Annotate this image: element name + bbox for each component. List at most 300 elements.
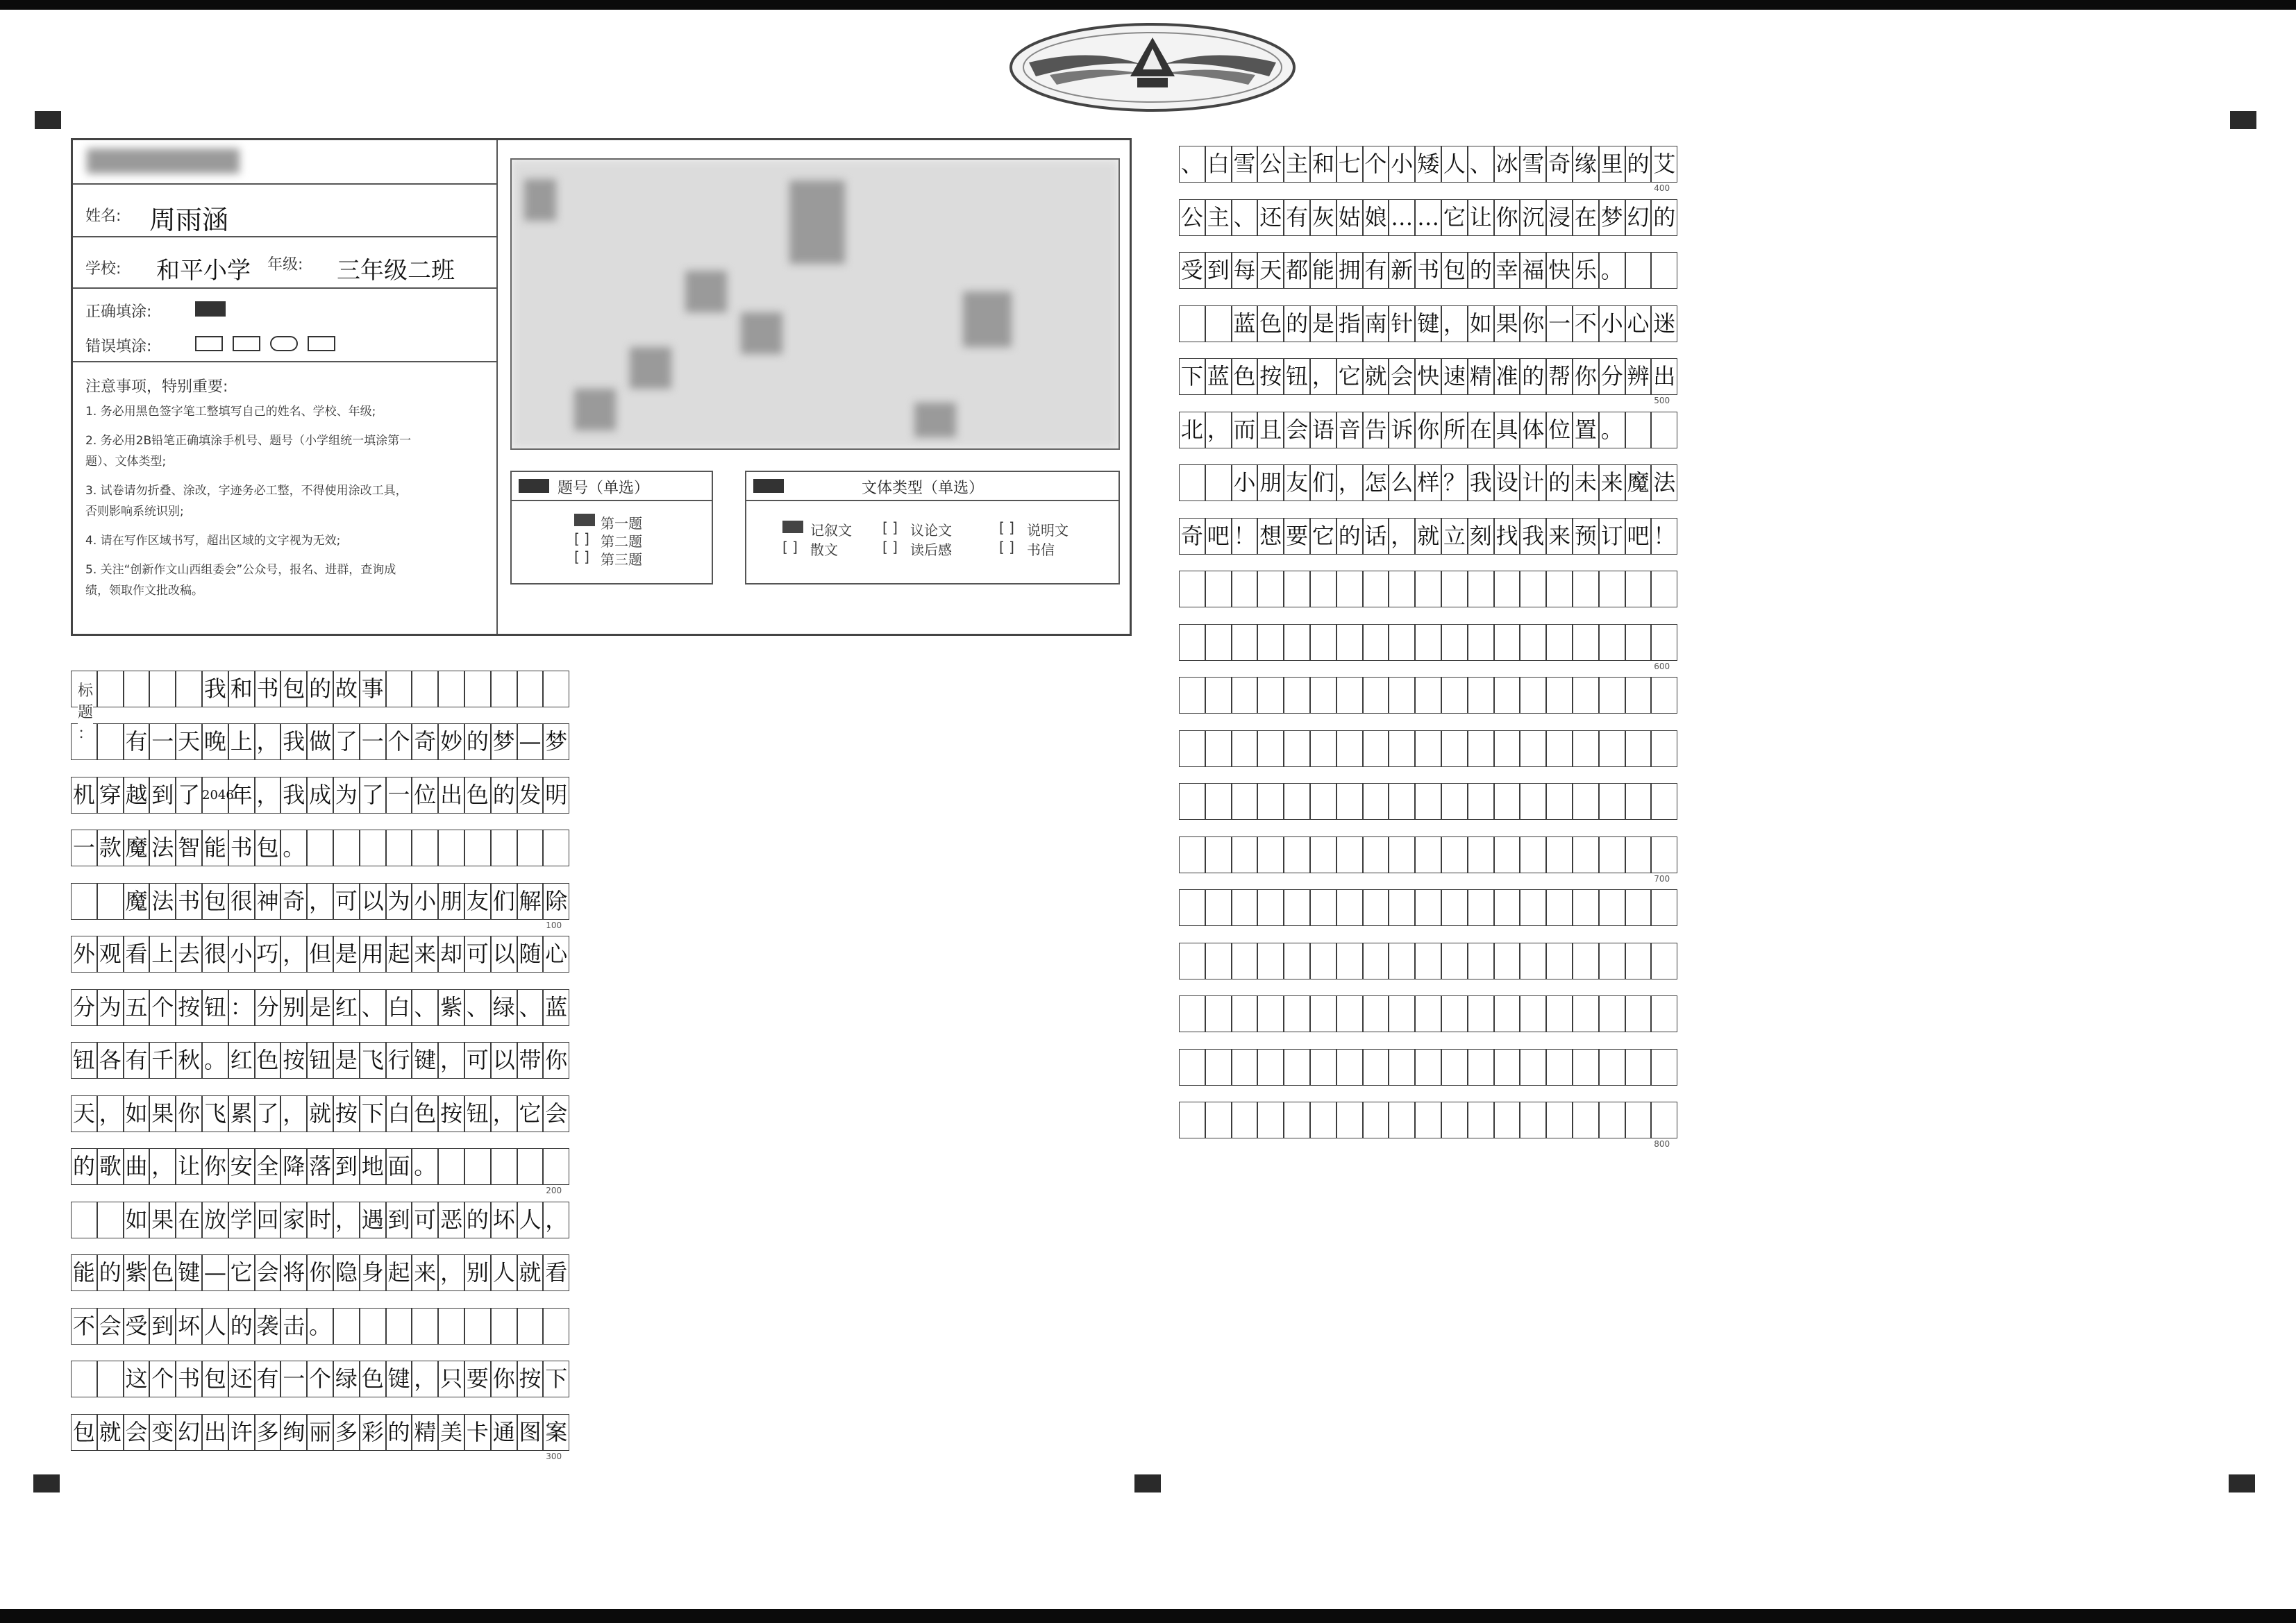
essay-character: 、 <box>1233 203 1256 230</box>
essay-character: 天 <box>1259 257 1282 283</box>
essay-character: 的 <box>72 1153 95 1179</box>
grid-cell <box>1494 889 1520 926</box>
essay-character: 白 <box>387 1100 410 1127</box>
essay-character: 友 <box>1286 469 1309 496</box>
essay-character <box>71 883 97 920</box>
essay-character: 、 <box>466 993 489 1020</box>
grid-cell <box>464 830 491 866</box>
note-line: 5. 关注“创新作文山西组委会”公众号，报名、进群，查询成 <box>85 563 396 577</box>
grid-cell <box>1415 1049 1441 1086</box>
essay-title-character: 和 <box>230 675 253 702</box>
essay-character: 、 <box>519 993 542 1020</box>
essay-character: ， <box>545 1206 568 1233</box>
grid-cell <box>386 671 412 707</box>
essay-character: 精 <box>414 1418 437 1445</box>
essay-character: 包 <box>203 887 226 914</box>
essay-character: 能 <box>203 834 226 861</box>
essay-character: 幻 <box>1627 203 1650 230</box>
essay-character: 奇 <box>283 887 305 914</box>
essay-character: 随 <box>519 941 542 967</box>
grid-cell <box>1546 571 1573 607</box>
correct-fill-example <box>195 301 226 317</box>
essay-character: 降 <box>283 1153 305 1179</box>
grid-cell <box>1363 836 1389 873</box>
genre-option-2-bubble[interactable]: [ ] <box>882 519 898 536</box>
essay-character: 还 <box>1259 203 1282 230</box>
grid-cell <box>1336 889 1363 926</box>
essay-character: 多 <box>335 1418 358 1445</box>
essay-character: 色 <box>361 1365 384 1392</box>
grid-cell <box>1441 995 1468 1032</box>
essay-character: 要 <box>1286 522 1309 549</box>
grid-cell <box>1520 783 1546 820</box>
grid-cell <box>1415 624 1441 661</box>
grid-cell <box>1573 677 1599 714</box>
row-divider-1 <box>73 183 496 185</box>
grid-cell <box>1625 943 1652 979</box>
essay-character: ， <box>256 781 279 808</box>
grid-cell <box>1599 730 1625 767</box>
essay-character: 色 <box>1259 310 1282 337</box>
essay-character: — <box>203 1259 226 1286</box>
essay-character: 智 <box>178 834 201 861</box>
question-box-header-icon <box>519 479 549 493</box>
grid-cell <box>438 671 464 707</box>
grid-cell <box>1363 730 1389 767</box>
grid-cell <box>1651 677 1677 714</box>
essay-character: 机 <box>72 781 95 808</box>
grid-cell <box>543 1148 569 1185</box>
grid-cell <box>1232 1049 1258 1086</box>
essay-character: 心 <box>1627 310 1650 337</box>
essay-character: 北 <box>1180 416 1203 443</box>
essay-character: 包 <box>1443 257 1466 283</box>
grid-cell <box>1205 836 1232 873</box>
essay-title-character: 我 <box>203 675 226 702</box>
grid-cell <box>1625 889 1652 926</box>
essay-character: 为 <box>335 781 358 808</box>
grid-cell <box>412 671 438 707</box>
essay-character: 一 <box>72 834 95 861</box>
grid-cell <box>1363 889 1389 926</box>
essay-character: 灰 <box>1312 203 1334 230</box>
essay-character: 准 <box>1495 363 1518 389</box>
essay-character: 书 <box>178 1365 201 1392</box>
grid-cell <box>1336 836 1363 873</box>
essay-character: 你 <box>1522 310 1545 337</box>
essay-character: 别 <box>283 993 305 1020</box>
essay-character: 。 <box>283 834 305 861</box>
essay-character: — <box>519 728 542 755</box>
essay-character: 击 <box>283 1312 305 1339</box>
essay-character: 绿 <box>492 993 515 1020</box>
essay-character: 很 <box>230 887 253 914</box>
essay-character: 一 <box>387 781 410 808</box>
question-option-2: 第二题 <box>601 533 642 550</box>
essay-character: 果 <box>1495 310 1518 337</box>
note-line: 2. 务必用2B铅笔正确填涂手机号、题号（小学组统一填涂第一 <box>85 434 412 448</box>
essay-character: ， <box>335 1206 358 1233</box>
scan-edge-bottom <box>0 1609 2296 1623</box>
essay-character: 订 <box>1600 522 1623 549</box>
essay-character: 来 <box>414 1259 437 1286</box>
grid-cell <box>1441 889 1468 926</box>
essay-character: 心 <box>545 941 568 967</box>
essay-character: 的 <box>1469 257 1492 283</box>
grid-cell <box>1284 889 1310 926</box>
essay-character: 且 <box>1259 416 1282 443</box>
grid-cell <box>1363 995 1389 1032</box>
essay-title-label: 标 题 ： <box>78 679 93 743</box>
essay-character: 放 <box>203 1206 226 1233</box>
essay-character: 辨 <box>1627 363 1650 389</box>
essay-character: 坏 <box>178 1312 201 1339</box>
grid-cell <box>1599 943 1625 979</box>
essay-character: ！ <box>1233 522 1256 549</box>
essay-character: 的 <box>1653 203 1676 230</box>
essay-character: 、 <box>1469 151 1492 177</box>
essay-character: 来 <box>414 941 437 967</box>
grid-cell <box>491 1308 517 1345</box>
essay-character: 红 <box>230 1047 253 1073</box>
grid-cell <box>1599 1049 1625 1086</box>
essay-character: 款 <box>99 834 121 861</box>
essay-character: 2046 <box>202 787 234 802</box>
essay-character: 。 <box>203 1047 226 1073</box>
essay-character: 魔 <box>1627 469 1650 496</box>
grid-cell <box>1205 1102 1232 1138</box>
essay-character: 天 <box>178 728 201 755</box>
wrong-fill-check-icon <box>195 336 223 351</box>
grid-cell <box>386 1308 412 1345</box>
wrong-fill-oval-icon <box>270 336 298 351</box>
essay-character: 色 <box>1233 363 1256 389</box>
essay-character: 。 <box>414 1153 437 1179</box>
genre-option-4-bubble[interactable]: [ ] <box>782 539 798 555</box>
essay-character: 如 <box>125 1100 148 1127</box>
essay-character: 到 <box>335 1153 358 1179</box>
grid-cell <box>1363 677 1389 714</box>
grid-cell <box>1389 1102 1415 1138</box>
grid-cell <box>176 671 202 707</box>
organizer-logo-emblem <box>1008 21 1297 114</box>
essay-title-character: 书 <box>256 675 279 702</box>
essay-character: 置 <box>1574 416 1597 443</box>
essay-character: 新 <box>1391 257 1414 283</box>
grid-cell <box>1310 943 1336 979</box>
essay-character: 还 <box>230 1365 253 1392</box>
essay-character: 可 <box>335 887 358 914</box>
essay-character: 。 <box>1600 257 1623 283</box>
genre-option-6: 书信 <box>1027 541 1055 558</box>
essay-character: 飞 <box>361 1047 384 1073</box>
essay-character: 果 <box>151 1206 174 1233</box>
essay-character: 到 <box>1207 257 1230 283</box>
essay-character: 的 <box>492 781 515 808</box>
essay-character: 天 <box>72 1100 95 1127</box>
essay-character: 观 <box>99 941 121 967</box>
essay-character: 小 <box>1233 469 1256 496</box>
grid-cell <box>1284 571 1310 607</box>
note-line: 否则影响系统识别; <box>85 505 184 519</box>
essay-character: ， <box>256 728 279 755</box>
essay-character: 在 <box>1574 203 1597 230</box>
essay-character: 。 <box>1600 416 1623 443</box>
grid-cell <box>1520 836 1546 873</box>
grid-cell <box>1179 995 1205 1032</box>
genre-option-3: 说明文 <box>1027 522 1069 539</box>
essay-character: 的 <box>466 1206 489 1233</box>
wrong-fill-cross-icon <box>233 336 260 351</box>
grid-cell <box>1336 624 1363 661</box>
grid-cell <box>124 671 150 707</box>
word-count-marker: 500 <box>1654 396 1670 405</box>
essay-character: 会 <box>125 1418 148 1445</box>
grid-cell <box>1389 677 1415 714</box>
grid-cell <box>1573 995 1599 1032</box>
school-label: 学校: <box>85 260 121 278</box>
registration-mark-top-left <box>35 111 61 129</box>
grid-cell <box>1520 677 1546 714</box>
grid-cell <box>1441 1102 1468 1138</box>
essay-character: 主 <box>1207 203 1230 230</box>
grid-cell <box>1573 836 1599 873</box>
note-line: 4. 请在写作区域书写，超出区域的文字视为无效; <box>85 534 341 548</box>
essay-character: 会 <box>1391 363 1414 389</box>
essay-character: ， <box>151 1153 174 1179</box>
essay-character: 人 <box>519 1206 542 1233</box>
grid-cell <box>464 1148 491 1185</box>
grid-cell <box>464 671 491 707</box>
essay-title-character: 包 <box>283 675 305 702</box>
essay-character: 键 <box>387 1365 410 1392</box>
grid-cell <box>1546 624 1573 661</box>
grid-cell <box>1336 783 1363 820</box>
grid-cell <box>1441 943 1468 979</box>
essay-character: 一 <box>1548 310 1571 337</box>
essay-character: 可 <box>466 941 489 967</box>
grid-cell <box>1205 677 1232 714</box>
question-option-2-bubble[interactable]: [ ] <box>574 530 589 547</box>
grid-cell <box>1441 571 1468 607</box>
essay-character <box>1205 305 1232 342</box>
registration-mark-bottom-center <box>1134 1474 1161 1492</box>
grid-cell <box>307 830 333 866</box>
essay-character: 是 <box>335 1047 358 1073</box>
essay-character: 七 <box>1338 151 1361 177</box>
essay-character <box>1179 464 1205 501</box>
grid-cell <box>1389 783 1415 820</box>
essay-character: 是 <box>309 993 332 1020</box>
genre-type-box <box>745 471 1120 585</box>
grid-cell <box>1310 730 1336 767</box>
grid-cell <box>1257 677 1284 714</box>
essay-grid-right <box>1179 146 1677 1155</box>
essay-character: 体 <box>1522 416 1545 443</box>
essay-character: 到 <box>151 781 174 808</box>
essay-character: 浸 <box>1548 203 1571 230</box>
scan-edge-top <box>0 0 2296 10</box>
wrong-fill-line-icon <box>308 336 335 351</box>
grid-cell <box>1336 943 1363 979</box>
essay-character: 来 <box>1548 522 1571 549</box>
essay-character: 有 <box>125 1047 148 1073</box>
essay-character: 帮 <box>1548 363 1571 389</box>
essay-character: 千 <box>151 1047 174 1073</box>
grid-cell <box>1179 1102 1205 1138</box>
essay-title-character: 故 <box>335 675 358 702</box>
essay-character: 绚 <box>283 1418 305 1445</box>
essay-character: 梦 <box>545 728 568 755</box>
essay-character: 下 <box>1180 363 1203 389</box>
genre-option-4: 散文 <box>810 541 838 558</box>
essay-character: ， <box>1312 363 1334 389</box>
grid-cell <box>1205 783 1232 820</box>
essay-character: 按 <box>283 1047 305 1073</box>
grid-cell <box>1232 943 1258 979</box>
essay-character: 我 <box>1522 522 1545 549</box>
essay-character: 的 <box>1286 310 1309 337</box>
genre-option-3-bubble[interactable]: [ ] <box>999 519 1014 536</box>
essay-character: 们 <box>1312 469 1334 496</box>
grid-cell <box>1494 943 1520 979</box>
essay-character: 五 <box>125 993 148 1020</box>
essay-character: 姑 <box>1338 203 1361 230</box>
genre-option-1-bubble[interactable] <box>782 521 803 533</box>
essay-character: ， <box>440 1047 463 1073</box>
note-line: 绩，领取作文批改稿。 <box>85 584 203 598</box>
essay-character: 白 <box>1207 151 1230 177</box>
essay-character: 雪 <box>1233 151 1256 177</box>
grid-cell <box>1625 1049 1652 1086</box>
grid-cell <box>1389 571 1415 607</box>
grid-cell <box>1441 1049 1468 1086</box>
grid-cell <box>517 671 544 707</box>
grid-cell <box>1625 252 1652 289</box>
grid-cell <box>1651 412 1677 448</box>
essay-character: 色 <box>414 1100 437 1127</box>
essay-character: 的 <box>387 1418 410 1445</box>
grade-value: 三年级二班 <box>337 257 455 285</box>
essay-character: 了 <box>178 781 201 808</box>
grid-cell <box>1232 889 1258 926</box>
grid-cell <box>491 671 517 707</box>
essay-character: 如 <box>125 1206 148 1233</box>
grid-cell <box>1415 995 1441 1032</box>
student-info-panel <box>71 138 1132 636</box>
essay-character: 白 <box>387 993 410 1020</box>
essay-character: 别 <box>466 1259 489 1286</box>
essay-character: 你 <box>309 1259 332 1286</box>
essay-character: ， <box>1338 469 1361 496</box>
grid-cell <box>1363 1049 1389 1086</box>
grid-cell <box>1389 836 1415 873</box>
essay-character: 如 <box>1469 310 1492 337</box>
grid-cell <box>1546 1049 1573 1086</box>
essay-character: 神 <box>256 887 279 914</box>
grid-cell <box>543 1308 569 1345</box>
essay-character: 小 <box>1600 310 1623 337</box>
essay-character <box>97 723 124 760</box>
note-line: 3. 试卷请勿折叠、涂改，字迹务必工整，不得使用涂改工具， <box>85 484 408 498</box>
essay-character: … <box>1417 203 1440 230</box>
essay-character: 上 <box>151 941 174 967</box>
essay-character: 全 <box>256 1153 279 1179</box>
essay-character: 公 <box>1259 151 1282 177</box>
grid-cell <box>1599 1102 1625 1138</box>
essay-character: 来 <box>1600 469 1623 496</box>
grid-cell <box>1599 995 1625 1032</box>
essay-character: 将 <box>283 1259 305 1286</box>
essay-character: 明 <box>545 781 568 808</box>
essay-character: 键 <box>178 1259 201 1286</box>
grid-cell <box>1415 730 1441 767</box>
grid-cell <box>1257 889 1284 926</box>
essay-character: 人 <box>492 1259 515 1286</box>
grid-cell <box>543 671 569 707</box>
essay-character: 朋 <box>440 887 463 914</box>
essay-character: 带 <box>519 1047 542 1073</box>
essay-character: 歌 <box>99 1153 121 1179</box>
note-line: 1. 务必用黑色签字笔工整填写自己的姓名、学校、年级; <box>85 405 376 419</box>
essay-character: 梦 <box>492 728 515 755</box>
correct-fill-label: 正确填涂: <box>85 303 152 321</box>
essay-character: 有 <box>1286 203 1309 230</box>
essay-character: 坏 <box>492 1206 515 1233</box>
essay-character: 就 <box>1417 522 1440 549</box>
essay-character: 年 <box>230 781 253 808</box>
grid-cell <box>97 671 124 707</box>
essay-character: 梦 <box>1600 203 1623 230</box>
essay-character: 包 <box>203 1365 226 1392</box>
grid-cell <box>464 1308 491 1345</box>
essay-character: 累 <box>230 1100 253 1127</box>
grid-cell <box>1363 571 1389 607</box>
grid-cell <box>1573 730 1599 767</box>
grid-cell <box>360 830 386 866</box>
genre-option-6-bubble[interactable]: [ ] <box>999 539 1014 555</box>
grid-cell <box>517 830 544 866</box>
essay-character: 出 <box>1653 363 1676 389</box>
essay-character: 不 <box>72 1312 95 1339</box>
essay-character: 了 <box>335 728 358 755</box>
essay-character: ， <box>492 1100 515 1127</box>
genre-option-5-bubble[interactable]: [ ] <box>882 539 898 555</box>
grid-cell <box>412 1308 438 1345</box>
genre-option-5: 读后感 <box>910 541 952 558</box>
grid-cell <box>1179 889 1205 926</box>
essay-character: 按 <box>178 993 201 1020</box>
grid-cell <box>1651 252 1677 289</box>
essay-character: 在 <box>1469 416 1492 443</box>
essay-character: 身 <box>361 1259 384 1286</box>
essay-character: 么 <box>1391 469 1414 496</box>
essay-character: 怎 <box>1364 469 1387 496</box>
essay-character: ， <box>414 1365 437 1392</box>
grid-cell <box>1546 889 1573 926</box>
question-option-3-bubble[interactable]: [ ] <box>574 548 589 565</box>
essay-character: 变 <box>151 1418 174 1445</box>
essay-character: 这 <box>125 1365 148 1392</box>
essay-character: 起 <box>387 1259 410 1286</box>
essay-character: 就 <box>309 1100 332 1127</box>
essay-character: 想 <box>1259 522 1282 549</box>
essay-character: 按 <box>440 1100 463 1127</box>
grid-cell <box>1546 836 1573 873</box>
essay-character: 南 <box>1364 310 1387 337</box>
question-option-1-bubble[interactable] <box>574 514 595 526</box>
essay-character: 位 <box>414 781 437 808</box>
